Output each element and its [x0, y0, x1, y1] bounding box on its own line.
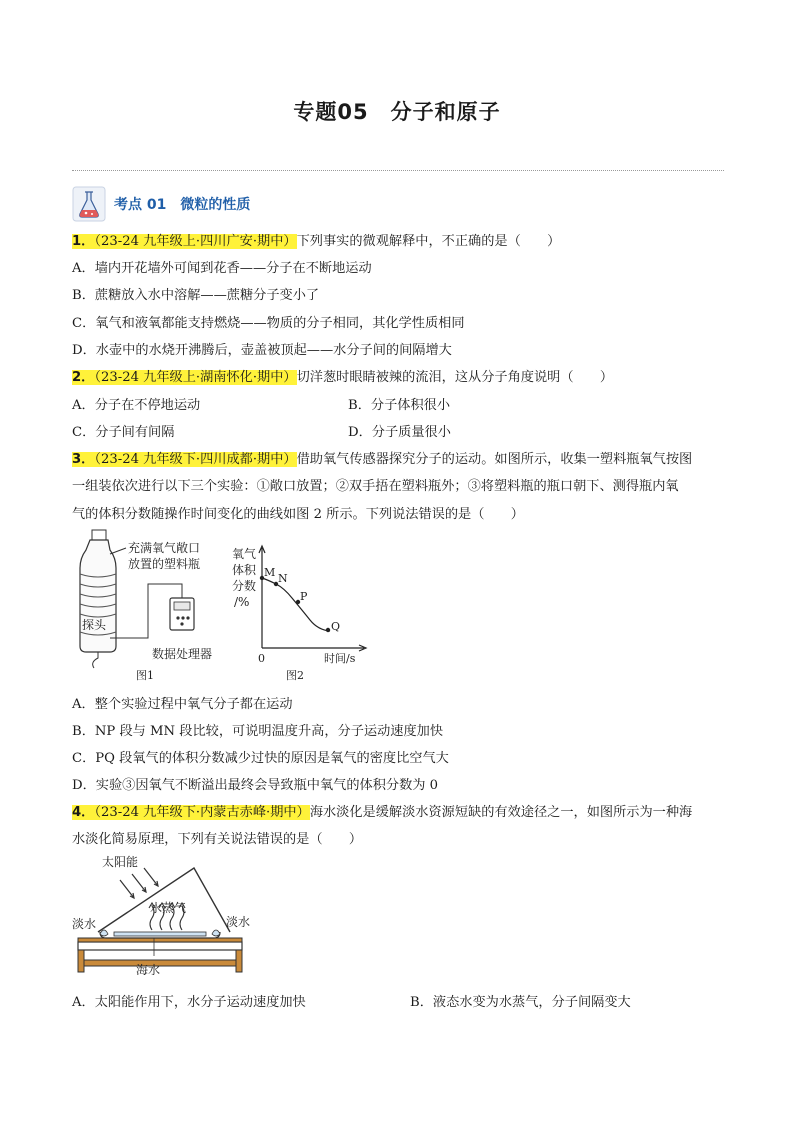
- q4-number: 4．: [72, 805, 95, 820]
- sea-water-label: 海水: [136, 963, 161, 976]
- q2-stem: [72, 369, 613, 387]
- q1-stem-text: 下列事实的微观解释中，不正确的是（ ）: [296, 234, 561, 249]
- y-axis-label-4: /%: [234, 595, 250, 609]
- q1-option-a: A．墙内开花墙外可闻到花香——分子在不断地运动: [72, 261, 372, 276]
- section-header: [72, 186, 250, 222]
- y-axis-label-1: 氧气: [232, 547, 257, 561]
- title-divider: [72, 170, 724, 171]
- q2-option-c: C．分子间有间隔: [72, 425, 175, 440]
- figure-1-bottle-apparatus: [70, 528, 230, 688]
- origin-label: 0: [258, 652, 265, 665]
- title-main: 专题: [293, 100, 338, 124]
- q4-stem-line1: [72, 804, 692, 822]
- bottle-label-line2: 放置的塑料瓶: [128, 557, 201, 571]
- q1-option-b: B．蔗糖放入水中溶解——蔗糖分子变小了: [72, 288, 320, 303]
- bottle-label-line1: 充满氧气敞口: [128, 541, 201, 555]
- q3-option-d: D．实验③因氧气不断溢出最终会导致瓶中氧气的体积分数为 0: [72, 778, 439, 793]
- q1-option-c: C．氧气和液氧都能支持燃烧——物质的分子相同，其化学性质相同: [72, 316, 465, 331]
- q2-option-a: A．分子在不停地运动: [72, 398, 201, 413]
- q1-stem: [72, 233, 560, 251]
- x-axis-label: 时间/s: [324, 652, 356, 665]
- q4-stem-line2: 水淡化简易原理，下列有关说法错误的是（ ）: [72, 832, 363, 847]
- figure-1-caption: 图1: [136, 669, 154, 682]
- point-m-label: M: [264, 566, 276, 579]
- q3-stem-line2: 一组装依次进行以下三个实验：①敞口放置；②双手捂在塑料瓶外；③将塑料瓶的瓶口朝下、测得瓶内氧: [72, 479, 679, 494]
- q3-option-b: B．NP 段与 MN 段比较，可说明温度升高，分子运动速度加快: [72, 724, 444, 739]
- q2-number: 2．: [72, 370, 95, 385]
- q3-number: 3．: [72, 452, 95, 467]
- fresh-water-right-label: 淡水: [226, 915, 251, 929]
- q2-stem-text: 切洋葱时眼睛被辣的流泪，这从分子角度说明（ ）: [296, 370, 614, 385]
- q4-stem-text1: 海水淡化是缓解淡水资源短缺的有效途径之一，如图所示为一种海: [309, 805, 693, 820]
- point-q: [326, 628, 330, 632]
- section-title: [114, 194, 250, 214]
- figure-2-caption: 图2: [286, 669, 304, 682]
- q4-option-a: A．太阳能作用下，水分子运动速度加快: [72, 995, 306, 1010]
- q2-source: （23-24 九年级上·湖南怀化·期中）: [94, 370, 297, 385]
- q4-option-b: B．液态水变为水蒸气，分子间隔变大: [410, 995, 631, 1010]
- y-axis-label-2: 体积: [232, 563, 257, 577]
- q1-option-d: D．水壶中的水烧开沸腾后，壶盖被顶起——水分子间的间隔增大: [72, 343, 452, 358]
- point-q-label: Q: [331, 620, 341, 633]
- section-name: 微粒的性质: [180, 197, 251, 213]
- flask-icon: [72, 186, 106, 222]
- q3-option-c: C．PQ 段氧气的体积分数减少过快的原因是氧气的密度比空气大: [72, 751, 449, 766]
- sun-label: 太阳能: [102, 855, 139, 869]
- processor-label: 数据处理器: [152, 647, 213, 661]
- q2-option-b: B．分子体积很小: [348, 398, 451, 413]
- q2-option-d: D．分子质量很小: [348, 425, 451, 440]
- probe-label: 探头: [82, 618, 107, 632]
- q1-source: （23-24 九年级上·四川广安·期中）: [94, 234, 297, 249]
- title-number: 05: [337, 100, 369, 124]
- q3-option-a: A．整个实验过程中氧气分子都在运动: [72, 697, 293, 712]
- q4-source: （23-24 九年级下·内蒙古赤峰·期中）: [94, 805, 310, 820]
- point-p-label: P: [300, 590, 308, 603]
- point-n-label: N: [278, 572, 288, 585]
- figure-2-oxygen-curve: [230, 540, 370, 688]
- section-label: 考点 01: [114, 197, 167, 213]
- q3-stem-line1: [72, 451, 692, 469]
- figure-desalination: [70, 852, 260, 976]
- page-title: [0, 96, 794, 126]
- y-axis-label-3: 分数: [232, 579, 257, 593]
- title-subject: 分子和原子: [390, 100, 501, 124]
- q3-stem-text1: 借助氧气传感器探究分子的运动。如图所示，收集一塑料瓶氧气按图: [296, 452, 693, 467]
- q1-number: 1．: [72, 234, 95, 249]
- q3-source: （23-24 九年级下·四川成都·期中）: [94, 452, 297, 467]
- q3-stem-line3: 气的体积分数随操作时间变化的曲线如图 2 所示。下列说法错误的是（ ）: [72, 507, 524, 522]
- fresh-water-left-label: 淡水: [72, 917, 97, 931]
- vapor-label: 水蒸气: [150, 901, 187, 915]
- curve-line: [262, 578, 330, 631]
